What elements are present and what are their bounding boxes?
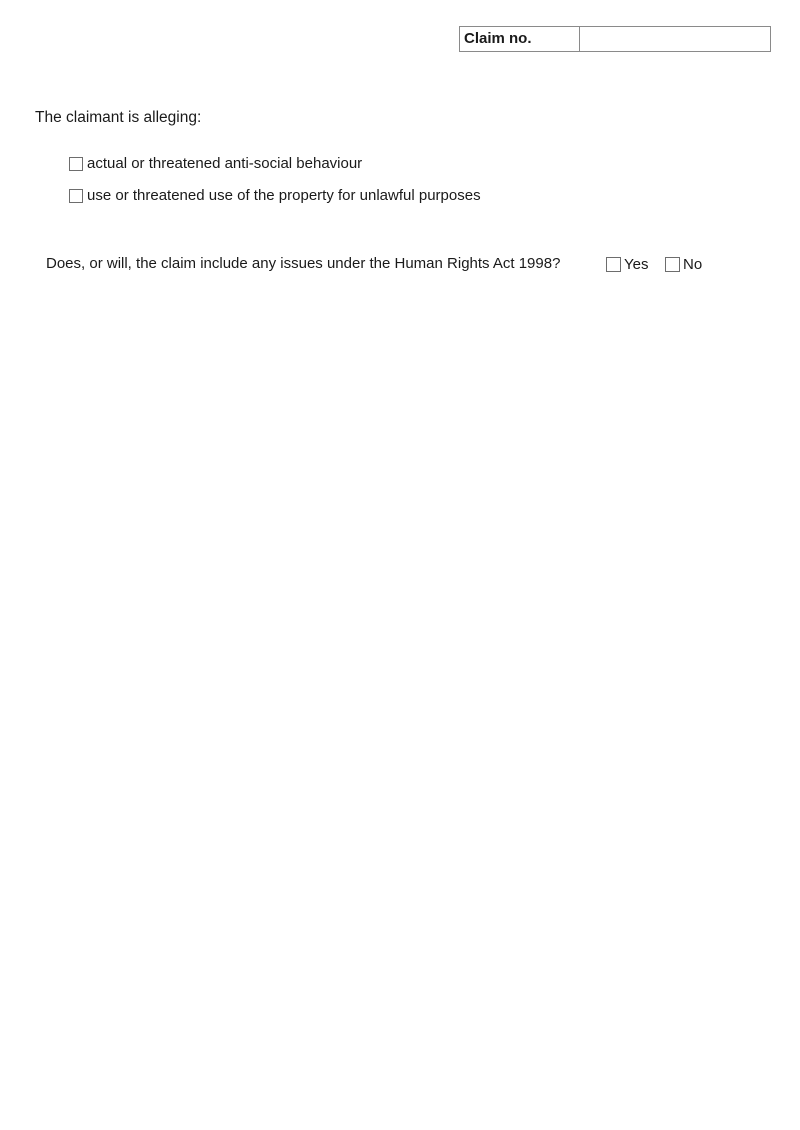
option-unlawful-purposes: [69, 187, 481, 204]
allegation-intro: The claimant is alleging:: [35, 109, 202, 126]
human-rights-no-label: No: [683, 256, 703, 273]
anti-social-behaviour-label: actual or threatened anti-social behaviour: [87, 155, 363, 172]
unlawful-purposes-label: use or threatened use of the property for unlawful purposes: [87, 187, 481, 204]
human-rights-yes-option: [606, 256, 648, 273]
anti-social-behaviour-checkbox[interactable]: [69, 157, 83, 171]
claim-number-input[interactable]: [580, 27, 770, 51]
unlawful-purposes-checkbox[interactable]: [69, 189, 83, 203]
human-rights-no-checkbox[interactable]: [665, 257, 680, 272]
human-rights-yes-label: Yes: [624, 256, 649, 273]
human-rights-yes-checkbox[interactable]: [606, 257, 621, 272]
claim-number-box: [459, 26, 771, 52]
human-rights-no-option: [665, 256, 702, 273]
option-anti-social-behaviour: [69, 155, 362, 172]
human-rights-question: Does, or will, the claim include any issues under the Human Rights Act 1998?: [46, 255, 561, 272]
claim-number-label: Claim no.: [460, 27, 580, 51]
